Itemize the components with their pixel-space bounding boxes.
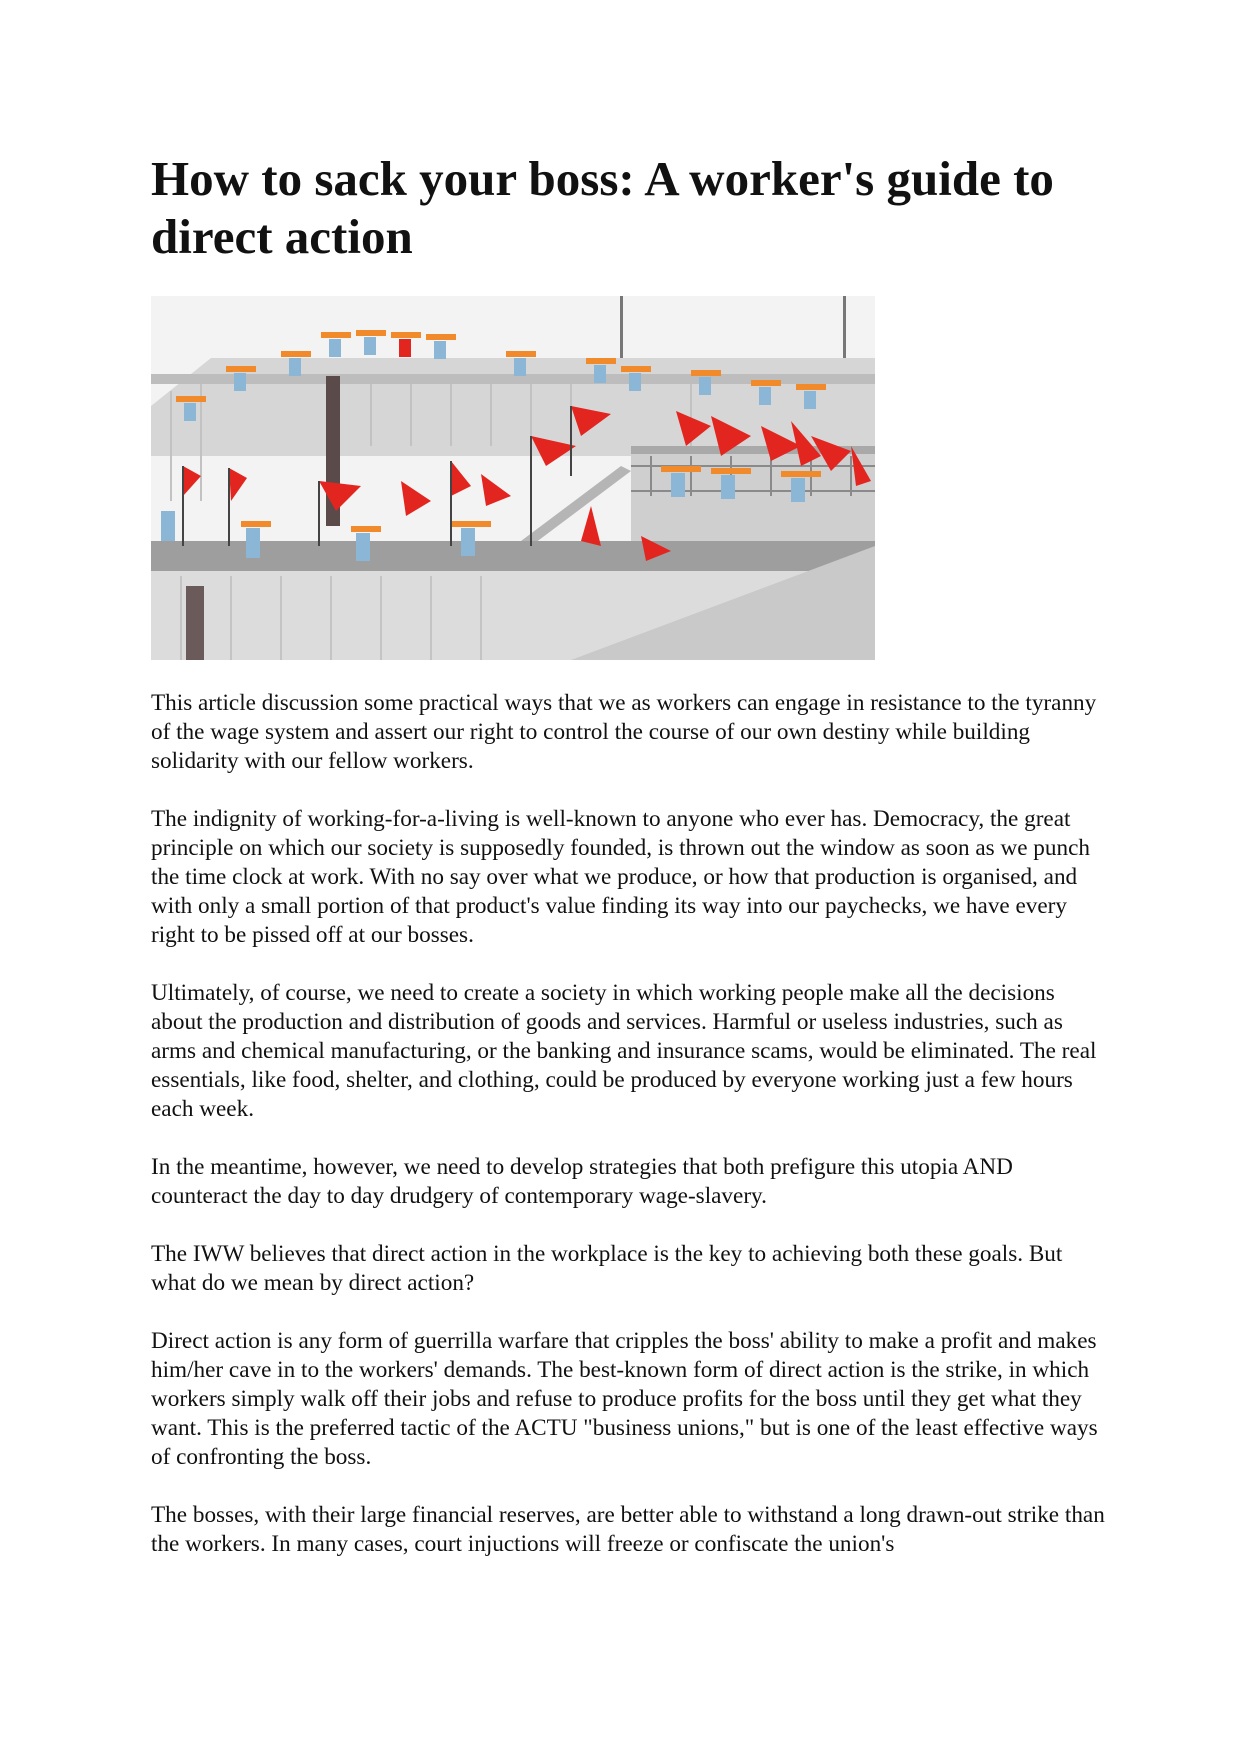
article-title: How to sack your boss: A worker's guide to direct action bbox=[151, 151, 1054, 264]
workers-protest-photo bbox=[151, 296, 875, 660]
paragraph: Direct action is any form of guerrilla warfare that cripples the boss' ability to make a profit and makes him/her cave in to the workers' demands. The best-known form of direct action is the strike, in which workers simply walk off their jobs and refuse to produce profits for the boss until they get what they want. This is the preferred tactic of the ACTU "business unions," but is one of the least effective ways of confronting the boss. bbox=[151, 1328, 1098, 1470]
paragraph: In the meantime, however, we need to develop strategies that both prefigure this utopia AND counteract the day to day drudgery of contemporary wage-slavery. bbox=[151, 1154, 1013, 1209]
paragraph: The IWW believes that direct action in the workplace is the key to achieving both these goals. But what do we mean by direct action? bbox=[151, 1241, 1063, 1296]
paragraph: The indignity of working-for-a-living is well-known to anyone who ever has. Democracy, the great principle on which our society is supposedly founded, is thrown out the window as soon as we punch the time clock at work. With no say over what we produce, or how that production is organised, and with only a small portion of that product's value finding its way into our paychecks, we have every right to be pissed off at our bosses. bbox=[151, 806, 1090, 948]
paragraph: The bosses, with their large financial reserves, are better able to withstand a long drawn-out strike than the workers. In many cases, court injuctions will freeze or confiscate the union's bbox=[151, 1502, 1105, 1557]
article-body bbox=[151, 689, 1111, 1588]
paragraph: Ultimately, of course, we need to create a society in which working people make all the decisions about the production and distribution of goods and services. Harmful or useless industries, such as arms and chemical manufacturing, or the banking and insurance scams, would be eliminated. The real essentials, like food, shelter, and clothing, could be produced by everyone working just a few hours each week. bbox=[151, 980, 1097, 1122]
paragraph: This article discussion some practical ways that we as workers can engage in resistance to the tyranny of the wage system and assert our right to control the course of our own destiny while building solidarity with our fellow workers. bbox=[151, 690, 1097, 774]
